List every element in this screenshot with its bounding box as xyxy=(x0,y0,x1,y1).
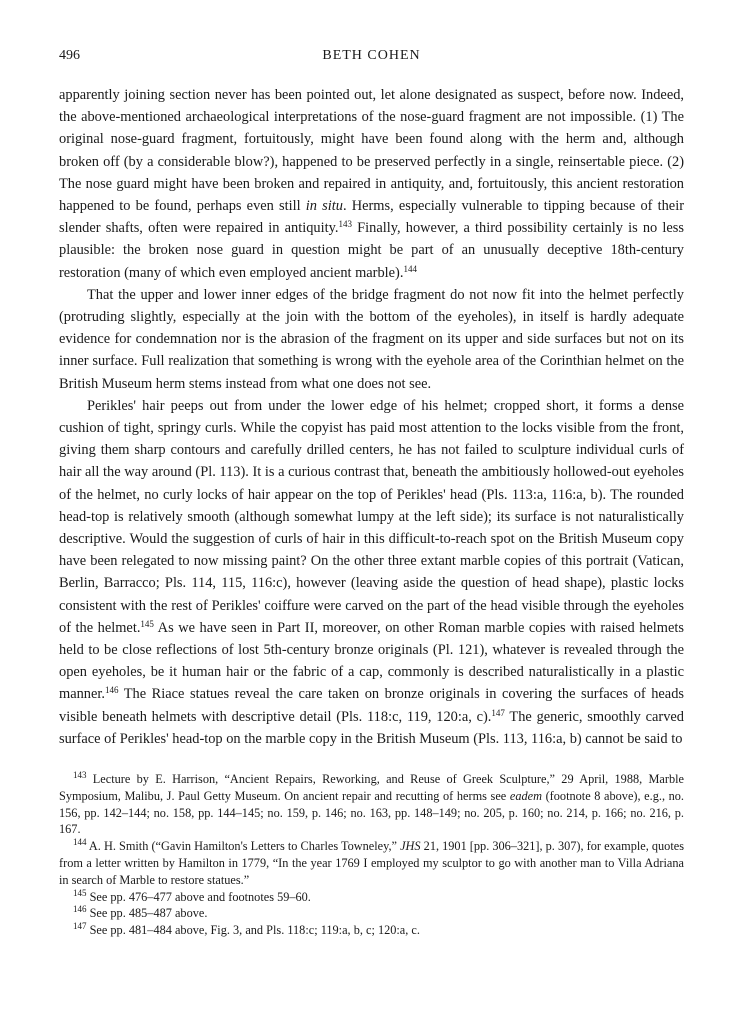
text-run: That the upper and lower inner edges of the bridge fragment do not now fit into the helmet perfectly (protruding slightly, especially at the join with the bottom of the eyeholes), in itself is hardly adequate evidence for condemnation nor is the abrasion of the fragment on its upper and side surfaces but not on its inner surface. Full realization that something is wrong with the eyehole area of the Corinthian helmet on the British Museum herm stems instead from what one does not see. xyxy=(59,286,684,392)
footnote-marker: 145 xyxy=(73,887,87,898)
text-run: The generic, smoothly carved surface of Perikles' head-top on the marble copy in the British Museum (Pls. 113, 116:a, b) cannot be said to xyxy=(59,708,684,747)
text-run: 21, 1901 [pp. 306–321], p. 307), for example, quotes from a letter written by Hamilton in 1779, “In the year 1769 I employed my sculptor to go with another man to Villa Adriana in search of Marble to restore statues.” xyxy=(59,839,684,887)
text-run: . Herms, especially vulnerable to tipping because of their slender shafts, often were repaired in antiquity. xyxy=(59,198,684,237)
text-run: As we have seen in Part II, moreover, on other Roman marble copies with raised helmets held to be close reflections of lost 5th-century bronze originals (Pl. 121), whatever is revealed through the open eyeholes, be it human hair or the fabric of a cap, commonly is described naturalistically in a plastic manner. xyxy=(59,619,684,703)
running-head xyxy=(59,48,684,70)
footnote xyxy=(59,889,684,906)
footnote xyxy=(59,838,684,888)
text-run: apparently joining section never has been pointed out, let alone designated as suspect, before now. Indeed, the above-mentioned archaeological interpretations of the nose-guard fragment are not impossible. (1) The original nose-guard fragment, fortuitously, might have been found along with the herm and, although broken off (by a considerable blow?), happened to be preserved perfectly in a single, reinsertable piece. (2) The nose guard might have been broken and repaired in antiquity, and, fortuitously, this ancient restoration happened to be found, perhaps even still xyxy=(59,87,684,215)
footnote xyxy=(59,771,684,838)
text-run: Finally, however, a third possibility certainly is no less plausible: the broken nose guard in question might be part of an unusually deceptive 18th-century restoration (many of which even employed ancient marble). xyxy=(59,220,684,281)
footnote-marker: 145 xyxy=(140,618,154,629)
text-run: See pp. 481–484 above, Fig. 3, and Pls. 118:c; 119:a, b, c; 120:a, c. xyxy=(86,923,420,938)
text-run: (footnote 8 above), e.g., no. 156, pp. 142–144; no. 158, pp. 144–145; no. 159, p. 146; no. 163, pp. 148–149; no. 205, p. 160; no. 214, p. 166; no. 216, p. 167. xyxy=(59,788,684,837)
italic-text: JHS xyxy=(400,839,421,854)
italic-text: eadem xyxy=(509,788,542,803)
footnote-marker: 144 xyxy=(73,837,87,848)
text-run: The Riace statues reveal the care taken on bronze originals in covering the surfaces of heads visible beneath helmets with descriptive detail (Pls. 118:c, 119, 120:a, c). xyxy=(59,686,684,725)
footnote-marker: 147 xyxy=(491,707,505,718)
page xyxy=(59,48,684,939)
footnote-marker: 146 xyxy=(73,904,87,915)
footnote xyxy=(59,905,684,922)
paragraph xyxy=(59,395,684,750)
text-run: Perikles' hair peeps out from under the lower edge of his helmet; cropped short, it forms a dense cushion of tight, springy curls. While the copyist has paid most attention to the locks visible from the front, giving them sharp contours and carefully drilled centers, he has not failed to sculpture individual curls of hair all the way around (Pl. 113). It is a curious contrast that, beneath the ambitiously hollowed-out eyeholes of the helmet, no curly locks of hair appear on the top of Perikles' head (Pls. 113:a, 116:a, b). The rounded head-top is relatively smooth (although somewhat lumpy at the left side); its surface is not naturalistically descriptive. Would the suggestion of curls of hair in this difficult-to-reach spot on the British Museum copy have been relegated to now missing paint? On the other three extant marble copies of this portrait (Vatican, Berlin, Barracco; Pls. 114, 115, 116:c), however (leaving aside the question of head shape), plastic locks consistent with the rest of Perikles' coiffure were carved on the part of the head visible through the eyeholes of the helmet. xyxy=(59,397,684,636)
paragraph xyxy=(59,84,684,284)
footnote-marker: 144 xyxy=(403,263,417,274)
footnotes xyxy=(59,771,684,939)
footnote-marker: 143 xyxy=(73,770,87,781)
footnote xyxy=(59,922,684,939)
text-run: A. H. Smith (“Gavin Hamilton's Letters to Charles Towneley,” xyxy=(86,839,401,854)
body-text xyxy=(59,84,684,750)
page-number: 496 xyxy=(59,48,80,63)
paragraph xyxy=(59,284,684,395)
italic-text: in situ xyxy=(305,198,343,215)
text-run: Lecture by E. Harrison, “Ancient Repairs, Reworking, and Reuse of Greek Sculpture,” 29 April, 1988, Marble Symposium, Malibu, J. Paul Getty Museum. On ancient repair and recutting of herms see xyxy=(59,772,684,803)
text-run: See pp. 485–487 above. xyxy=(86,906,208,921)
running-title: BETH COHEN xyxy=(322,48,421,63)
text-run: See pp. 476–477 above and footnotes 59–60. xyxy=(86,889,311,904)
footnote-marker: 143 xyxy=(338,219,352,230)
footnote-marker: 146 xyxy=(104,685,119,696)
footnote-marker: 147 xyxy=(73,921,87,932)
